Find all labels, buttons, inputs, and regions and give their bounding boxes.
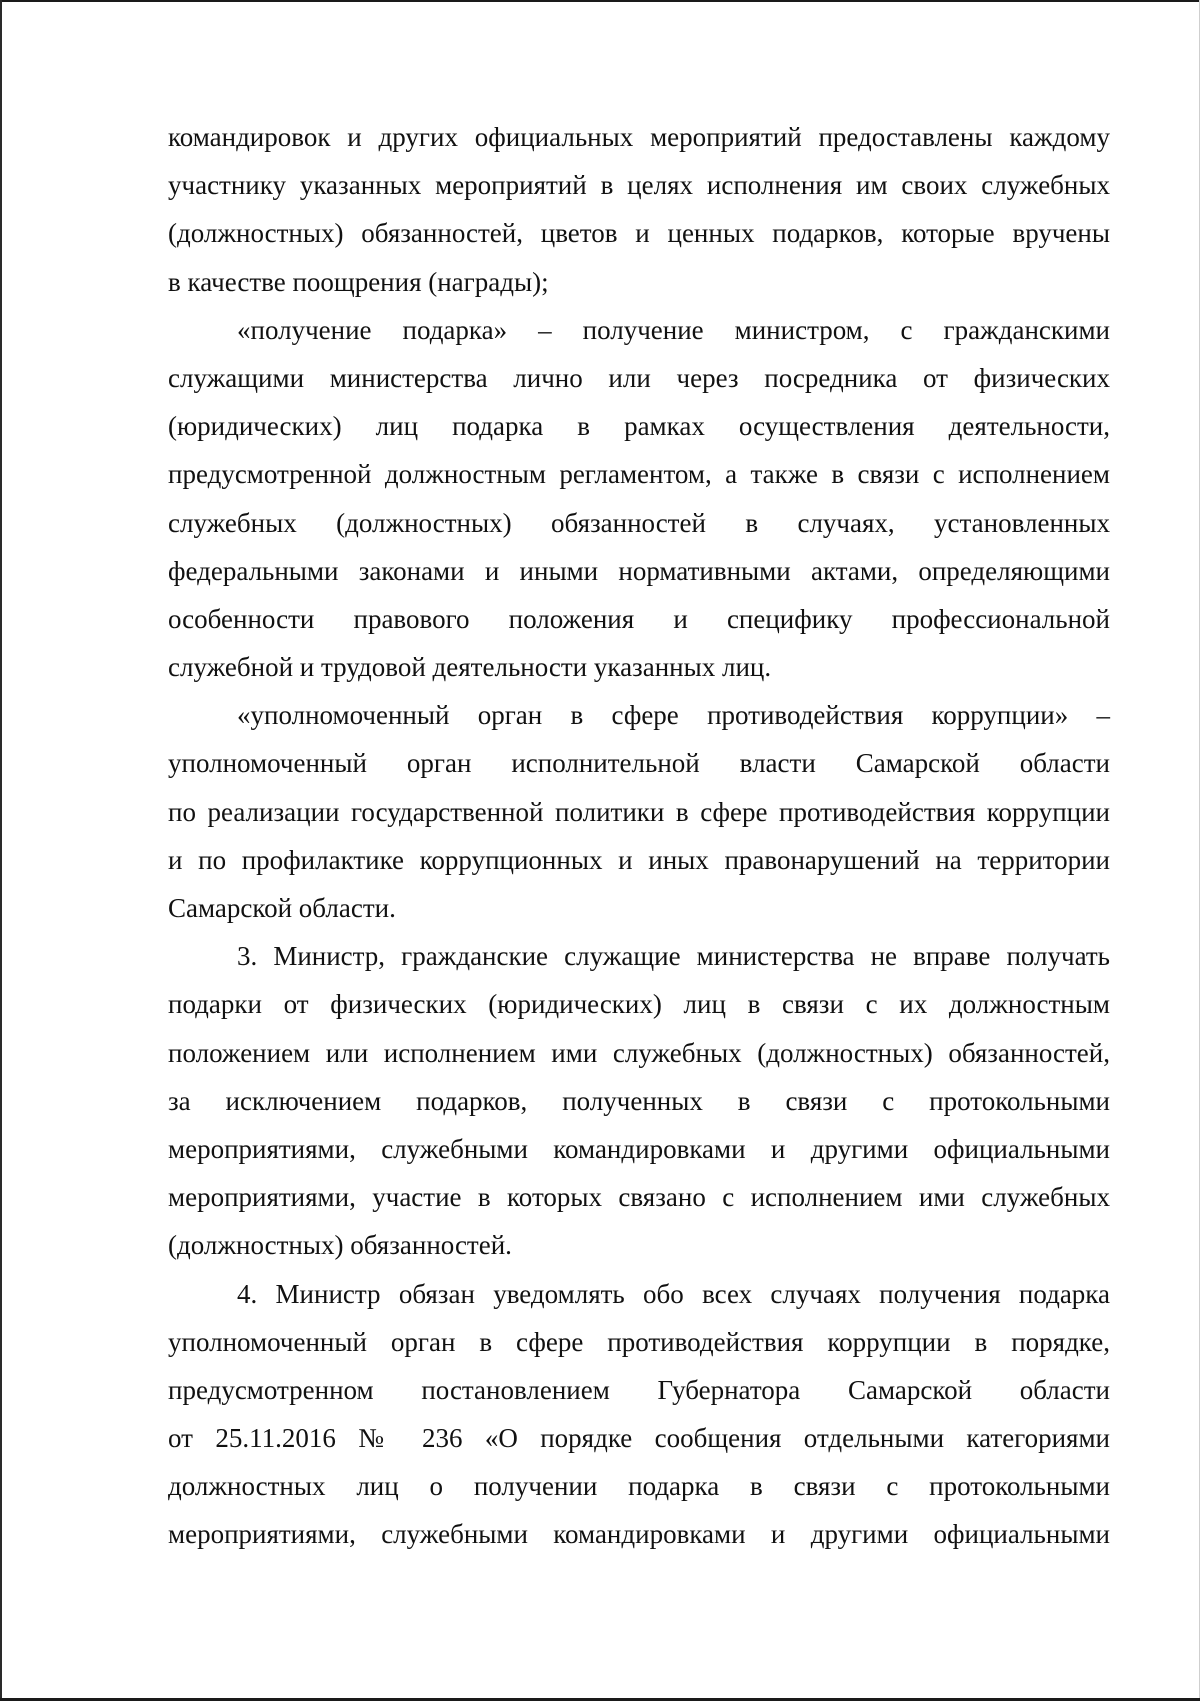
text-line: федеральными законами и иными нормативными актами, определяющими	[168, 555, 1110, 586]
text-line: участнику указанных мероприятий в целях исполнения им своих служебных	[168, 170, 1110, 201]
text-line: предусмотренном постановлением Губернатора Самарской области	[168, 1374, 1110, 1405]
text-line: за исключением подарков, полученных в связи с протокольными	[168, 1085, 1110, 1116]
text-line: по реализации государственной политики в сфере противодействия коррупции	[168, 796, 1110, 827]
text-line: от 25.11.2016 № 236 «О порядке сообщения отдельными категориями	[168, 1423, 1110, 1454]
text-line: уполномоченный орган исполнительной власти Самарской области	[168, 748, 1110, 779]
text-line: «получение подарка» – получение министром, с гражданскими	[237, 314, 1110, 345]
text-line: уполномоченный орган в сфере противодействия коррупции в порядке,	[168, 1326, 1110, 1357]
paragraph-item-4	[168, 1270, 1110, 1559]
text-line: предусмотренной должностным регламентом, а также в связи с исполнением	[168, 459, 1110, 490]
text-line: 4. Министр обязан уведомлять обо всех случаях получения подарка	[237, 1278, 1110, 1309]
text-line: служащими министерства лично или через посредника от физических	[168, 362, 1110, 393]
text-line: командировок и других официальных мероприятий предоставлены каждому	[168, 122, 1110, 152]
text-line: подарки от физических (юридических) лиц в связи с их должностным	[168, 989, 1110, 1020]
document-body	[168, 113, 1110, 1559]
text-line: служебных (должностных) обязанностей в случаях, установленных	[168, 507, 1110, 538]
text-line: должностных лиц о получении подарка в связи с протокольными	[168, 1471, 1110, 1502]
text-line: (должностных) обязанностей, цветов и ценных подарков, которые вручены	[168, 218, 1110, 249]
paragraph-definition-receiving-gift	[168, 306, 1110, 692]
text-line: (юридических) лиц подарка в рамках осуществления деятельности,	[168, 411, 1110, 442]
text-line: мероприятиями, участие в которых связано с исполнением ими служебных	[168, 1182, 1110, 1213]
paragraph-definition-authorized-body	[168, 691, 1110, 932]
scan-border-top	[0, 0, 1200, 2]
text-line: «уполномоченный орган в сфере противодействия коррупции» –	[237, 700, 1110, 731]
text-line: положением или исполнением ими служебных (должностных) обязанностей,	[168, 1037, 1110, 1068]
text-line: Самарской области.	[168, 893, 396, 923]
text-line: мероприятиями, служебными командировками и другими официальными	[168, 1133, 1110, 1164]
text-line: особенности правового положения и специфику профессиональной	[168, 603, 1110, 634]
text-line: и по профилактике коррупционных и иных правонарушений на территории	[168, 844, 1110, 875]
paragraph-item-3	[168, 932, 1110, 1269]
text-line: (должностных) обязанностей.	[168, 1230, 512, 1261]
text-line: мероприятиями, служебными командировками и другими официальными	[168, 1519, 1110, 1550]
paragraph-gift-exceptions	[168, 113, 1110, 306]
text-line: служебной и трудовой деятельности указанных лиц.	[168, 652, 772, 683]
scan-border-left	[0, 0, 2, 1701]
text-line: в качестве поощрения (награды);	[168, 266, 549, 297]
text-line: 3. Министр, гражданские служащие министерства не вправе получать	[237, 941, 1110, 972]
